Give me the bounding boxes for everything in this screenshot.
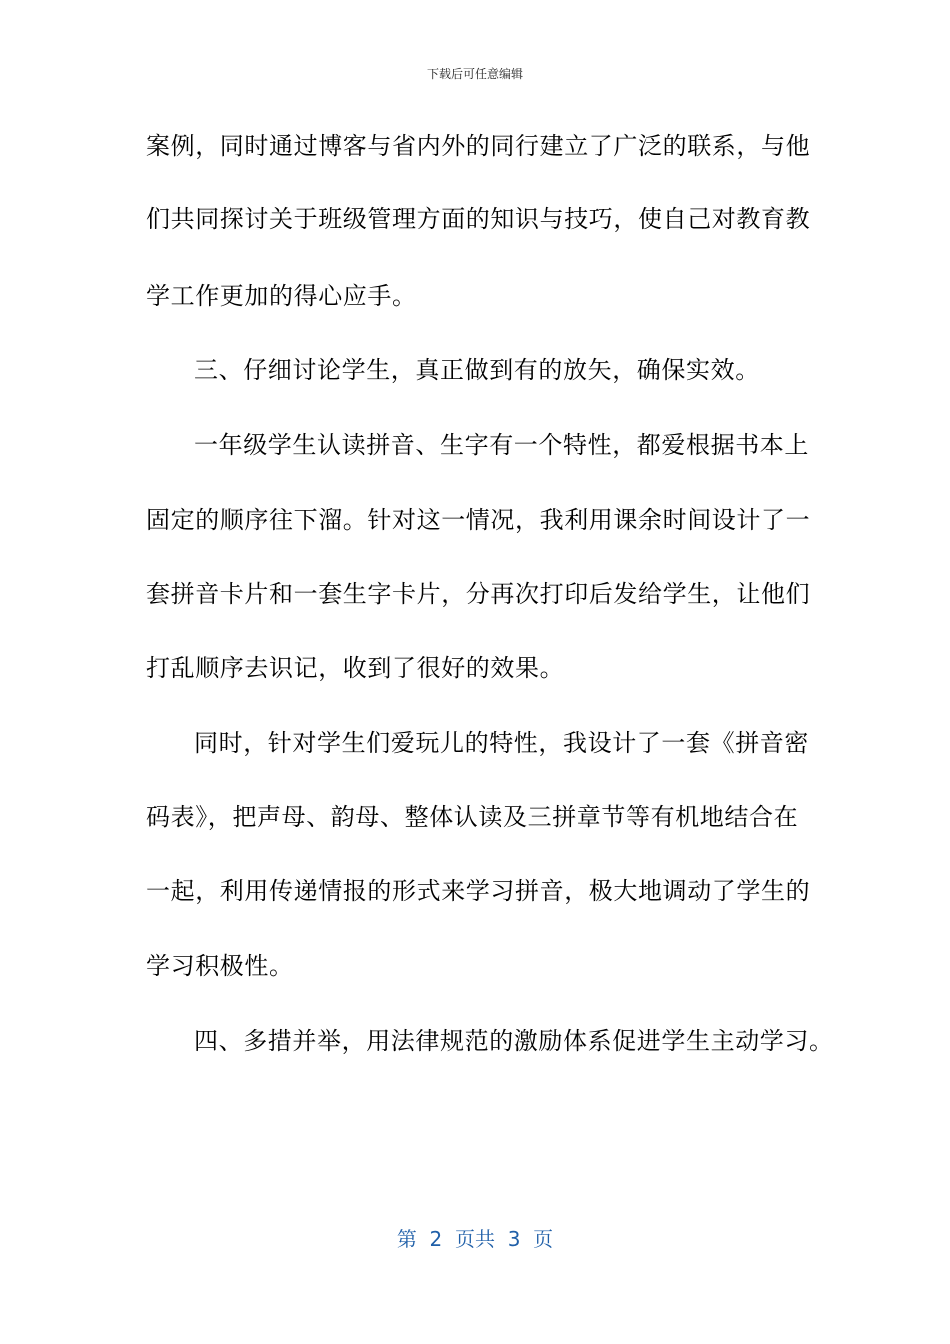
body-line: 学习积极性。 (146, 952, 294, 980)
body-line: 一起，利用传递情报的形式来学习拼音，极大地调动了学生的 (146, 877, 811, 905)
body-line: 们共同探讨关于班级管理方面的知识与技巧，使自己对教育教 (146, 205, 811, 233)
page-number: 第 2 页共 3 页 (396, 1227, 554, 1251)
page-header: 下载后可任意编辑 (426, 67, 523, 81)
body-line: 固定的顺序往下溜。针对这一情况，我利用课余时间设计了一 (146, 506, 811, 534)
body-line: 同时，针对学生们爱玩儿的特性，我设计了一套《拼音密 (194, 729, 809, 757)
body-line: 学工作更加的得心应手。 (146, 282, 417, 310)
body-line: 打乱顺序去识记，收到了很好的效果。 (146, 654, 565, 682)
section-heading: 三、仔细讨论学生，真正做到有的放矢，确保实效。 (194, 356, 760, 384)
body-line: 一年级学生认读拼音、生字有一个特性，都爱根据书本上 (194, 431, 809, 459)
body-line: 案例，同时通过博客与省内外的同行建立了广泛的联系，与他 (146, 132, 811, 160)
body-line: 套拼音卡片和一套生字卡片，分再次打印后发给学生，让他们 (146, 580, 811, 608)
section-heading: 四、多措并举，用法律规范的激励体系促进学生主动学习。 (194, 1027, 834, 1055)
body-line: 码表》，把声母、韵母、整体认读及三拼章节等有机地结合在 (146, 803, 799, 831)
